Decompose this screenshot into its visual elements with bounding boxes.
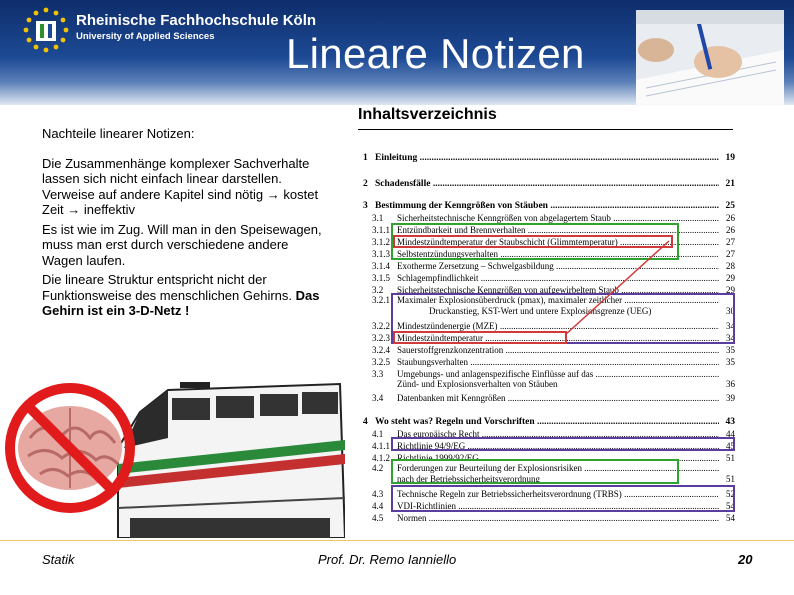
toc-entry-label: Mindestzündtemperatur der Staubschicht (Glimmtemperatur) ..... bbox=[397, 236, 719, 248]
toc-entry-number: 3.1.3 bbox=[372, 249, 390, 259]
toc-continuation-page: 36 bbox=[726, 379, 735, 389]
toc-entry-label: Umgebungs- und anlagenspezifische Einflüsse auf das ..... bbox=[397, 368, 719, 380]
toc-entry-number: 4.3 bbox=[372, 489, 384, 499]
toc-entry-label: Normen ..... bbox=[397, 512, 719, 524]
writing-hand-photo-icon bbox=[636, 10, 784, 106]
toc-entry-page: 54 bbox=[721, 512, 735, 524]
toc-entry-label: Einleitung ..... bbox=[375, 152, 719, 164]
toc-entry-number: 3.2.3 bbox=[372, 333, 390, 343]
toc-entry-page: 51 bbox=[721, 452, 735, 464]
toc-entry-page: 44 bbox=[721, 428, 735, 440]
toc-entry-label: Sicherheitstechnische Kenngrößen von aufgewirbeltem Staub ..... bbox=[397, 284, 719, 296]
toc-entry-number: 4.1 bbox=[372, 429, 384, 439]
toc-entry-number: 3.1.2 bbox=[372, 237, 390, 247]
toc-entry-page: 29 bbox=[721, 284, 735, 296]
toc-entry-number: 3.3 bbox=[372, 369, 384, 379]
toc-entry-number: 2 bbox=[363, 179, 368, 189]
toc-entry-page: 34 bbox=[721, 332, 735, 344]
paragraph-brain-bold: Das Gehirn ist ein 3-D-Netz ! bbox=[42, 287, 320, 318]
footer-course: Statik bbox=[42, 552, 75, 567]
toc-entry-label: Technische Regeln zur Betriebssicherheitsverordnung (TRBS) ..... bbox=[397, 488, 719, 500]
toc-entry-page: 25 bbox=[721, 200, 735, 212]
toc-entry-number: 3.1.4 bbox=[372, 261, 390, 271]
toc-entry-label: Richtlinie 94/9/EG ..... bbox=[397, 440, 719, 452]
toc-entry-label: Wo steht was? Regeln und Vorschriften ..... bbox=[375, 416, 719, 428]
toc-entry-page: 27 bbox=[721, 248, 735, 260]
toc-entry-label: Sauerstoffgrenzkonzentration ..... bbox=[397, 344, 719, 356]
toc-entry-number: 3.2.5 bbox=[372, 357, 390, 367]
crossed-brain-icon bbox=[10, 388, 130, 508]
toc-entry-number: 3.2.1 bbox=[372, 295, 390, 305]
toc-entry-page: 43 bbox=[721, 416, 735, 428]
toc-entry-number: 3.2.4 bbox=[372, 345, 390, 355]
toc-entry-page: 27 bbox=[721, 236, 735, 248]
university-logo-icon bbox=[22, 6, 70, 54]
toc-entry-page: 45 bbox=[721, 440, 735, 452]
toc-entry-page: 35 bbox=[721, 356, 735, 368]
toc-entry-label: Das europäische Recht ..... bbox=[397, 428, 719, 440]
toc-entry-page: 26 bbox=[721, 212, 735, 224]
toc-entry-page: 21 bbox=[721, 178, 735, 190]
toc-entry-label: Schlagempfindlichkeit ..... bbox=[397, 272, 719, 284]
toc-entry-number: 1 bbox=[363, 153, 368, 163]
slide-title: Lineare Notizen bbox=[286, 30, 585, 77]
toc-entry-label: Mindestzündtemperatur ..... bbox=[397, 332, 719, 344]
toc-entry-number: 4.4 bbox=[372, 501, 384, 511]
footer-page-number: 20 bbox=[738, 552, 753, 567]
toc-entry-number: 3.1 bbox=[372, 213, 384, 223]
toc-entry-page: 28 bbox=[721, 260, 735, 272]
header-banner bbox=[0, 0, 794, 105]
cross-reference-arrow-icon bbox=[345, 103, 737, 535]
toc-entry-label: Selbstentzündungsverhalten ..... bbox=[397, 248, 719, 260]
university-name: Rheinische Fachhochschule Köln bbox=[76, 12, 317, 29]
disadvantages-heading: Nachteile linearer Notizen: bbox=[42, 126, 195, 141]
footer-divider bbox=[0, 540, 794, 541]
toc-entry-page: 35 bbox=[721, 344, 735, 356]
toc-entry-label: Richtlinie 1999/92/EG ..... bbox=[397, 452, 719, 464]
paragraph-train: Es ist wie im Zug. Will man in den Speisewagen, muss man erst durch verschiedene andere Wagen laufen. bbox=[42, 221, 322, 268]
toc-entry-label: Maximaler Explosionsüberdruck (pmax), maximaler zeitlicher ..... bbox=[397, 294, 719, 306]
toc-entry-page: 54 bbox=[721, 500, 735, 512]
toc-entry-page: 19 bbox=[721, 152, 735, 164]
toc-entry-number: 3.2.2 bbox=[372, 321, 390, 331]
toc-entry-number: 3.1.5 bbox=[372, 273, 390, 283]
paragraph-brain bbox=[42, 272, 327, 319]
toc-entry-label: Datenbanken mit Kenngrößen ..... bbox=[397, 392, 719, 404]
toc-entry-label: Schadensfälle ..... bbox=[375, 178, 719, 190]
table-of-contents bbox=[345, 103, 737, 535]
toc-entry-number: 4.5 bbox=[372, 513, 384, 523]
toc-entry-label: Exotherme Zersetzung – Schwelgasbildung ..... bbox=[397, 260, 719, 272]
toc-entry-page: 29 bbox=[721, 272, 735, 284]
toc-continuation-page: 51 bbox=[726, 474, 735, 484]
university-subtitle: University of Applied Sciences bbox=[76, 31, 215, 42]
toc-entry-page: 34 bbox=[721, 320, 735, 332]
toc-entry-number: 3 bbox=[363, 201, 368, 211]
toc-entry-number: 4.1.1 bbox=[372, 441, 390, 451]
toc-entry-number: 3.4 bbox=[372, 393, 384, 403]
toc-heading: Inhaltsverzeichnis bbox=[358, 106, 497, 123]
train-icon bbox=[118, 382, 345, 538]
train-brain-illustration bbox=[0, 378, 345, 538]
toc-entry-number: 4.1.2 bbox=[372, 453, 390, 463]
toc-entry-page: 39 bbox=[721, 392, 735, 404]
toc-entry-page: 52 bbox=[721, 488, 735, 500]
toc-entry-label: Staubungsverhalten ..... bbox=[397, 356, 719, 368]
toc-entry-label: Mindestzündenergie (MZE) ..... bbox=[397, 320, 719, 332]
toc-continuation-label: Druckanstieg, KST-Wert und untere Explosionsgrenze (UEG) bbox=[429, 306, 652, 316]
paragraph-brain-text: Die lineare Struktur entspricht nicht der Funktionsweise des menschlichen Gehirns. bbox=[42, 272, 293, 303]
toc-entry-label: Entzündbarkeit und Brennverhalten ..... bbox=[397, 224, 719, 236]
paragraph-complexity: Die Zusammenhänge komplexer Sachverhalte lassen sich nicht einfach linear darstellen. Verweise auf andere Kapitel sind nötig → kostet Zeit → ineffektiv bbox=[42, 155, 319, 217]
toc-entry-label: Sicherheitstechnische Kenngrößen von abgelagertem Staub ..... bbox=[397, 212, 719, 224]
toc-entry-number: 4 bbox=[363, 417, 368, 427]
toc-entry-page: 26 bbox=[721, 224, 735, 236]
footer-author: Prof. Dr. Remo Ianniello bbox=[318, 552, 457, 567]
toc-entry-label: Bestimmung der Kenngrößen von Stäuben ..... bbox=[375, 200, 719, 212]
toc-entry-number: 3.1.1 bbox=[372, 225, 390, 235]
toc-entry-number: 4.2 bbox=[372, 463, 384, 473]
toc-continuation-label: Zünd- und Explosionsverhalten von Stäuben bbox=[397, 379, 558, 389]
toc-continuation-page: 30 bbox=[726, 306, 735, 316]
toc-entry-label: VDI-Richtlinien ..... bbox=[397, 500, 719, 512]
left-text-block bbox=[42, 126, 327, 323]
toc-continuation-label: nach der Betriebssicherheitsverordnung bbox=[397, 474, 540, 484]
toc-entry-number: 3.2 bbox=[372, 285, 384, 295]
toc-entry-label: Forderungen zur Beurteilung der Explosionsrisiken ..... bbox=[397, 462, 719, 474]
